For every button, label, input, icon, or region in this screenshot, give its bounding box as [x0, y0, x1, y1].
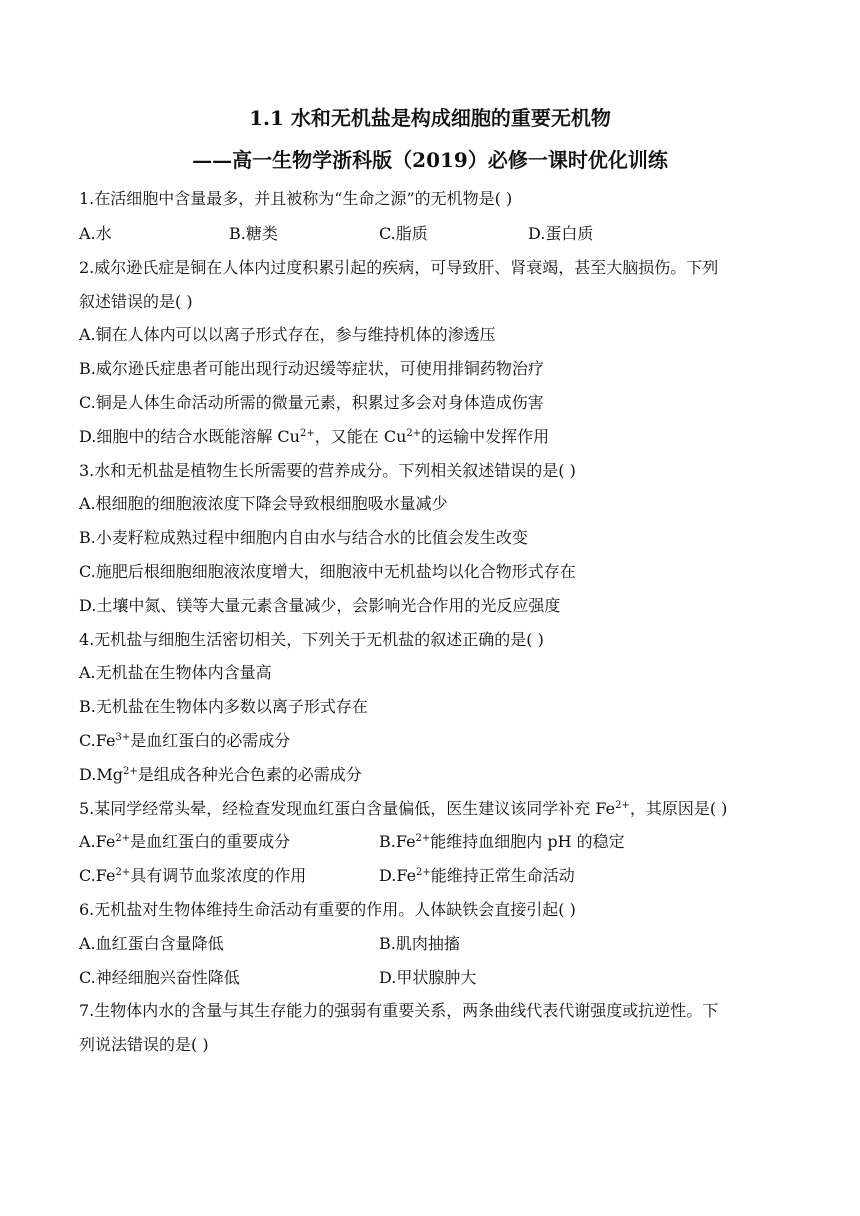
- question-3-option-b: B.小麦籽粒成熟过程中细胞内自由水与结合水的比值会发生改变: [79, 528, 528, 547]
- ion-charge: 2+: [299, 428, 315, 439]
- option-text: D.Fe: [379, 866, 417, 885]
- option-text: D.细胞中的结合水既能溶解 Cu: [79, 427, 300, 446]
- question-4-option-c: [79, 729, 290, 753]
- question-5-option-a: [79, 830, 290, 854]
- question-3-stem: 3.水和无机盐是植物生长所需要的营养成分。下列相关叙述错误的是( ): [79, 461, 576, 480]
- stem-text: 5.某同学经常头晕，经检查发现血红蛋白含量偏低，医生建议该同学补充 Fe: [79, 799, 616, 818]
- stem-text: ，其原因是( ): [629, 799, 728, 818]
- option-text: B.Fe: [379, 832, 416, 851]
- option-text: 能维持血细胞内 pH 的稳定: [430, 832, 625, 851]
- question-7-stem-line-2: 列说法错误的是( ): [79, 1035, 209, 1054]
- question-7-stem-line-1: 7.生物体内水的含量与其生存能力的强弱有重要关系，两条曲线代表代谢强度或抗逆性。下: [79, 1001, 719, 1020]
- question-1-option-c: C.脂质: [379, 224, 428, 243]
- question-2-option-c: C.铜是人体生命活动所需的微量元素，积累过多会对身体造成伤害: [79, 393, 544, 412]
- ion-charge: 2+: [416, 867, 431, 878]
- question-2-option-d: [79, 425, 549, 449]
- document-subtitle: ——高一生物学浙科版（2019）必修一课时优化训练: [192, 148, 668, 172]
- ion-charge: 2+: [122, 766, 138, 777]
- option-text: A.Fe: [79, 832, 116, 851]
- ion-charge: 2+: [115, 833, 131, 844]
- question-4-stem: 4.无机盐与细胞生活密切相关，下列关于无机盐的叙述正确的是( ): [79, 630, 544, 649]
- option-text: 的运输中发挥作用: [421, 427, 550, 446]
- question-6-stem: 6.无机盐对生物体维持生命活动有重要的作用。人体缺铁会直接引起( ): [79, 900, 576, 919]
- option-text: C.Fe: [79, 866, 116, 885]
- question-2-stem-line-1: 2.威尔逊氏症是铜在人体内过度积累引起的疾病，可导致肝、肾衰竭，甚至大脑损伤。下列: [79, 258, 719, 277]
- question-5-option-d: [379, 864, 575, 888]
- option-text: 是组成各种光合色素的必需成分: [137, 765, 362, 784]
- ion-charge: 2+: [615, 800, 630, 811]
- question-1-stem: 1.在活细胞中含量最多，并且被称为“生命之源”的无机物是( ): [79, 189, 513, 208]
- ion-charge: 2+: [406, 428, 422, 439]
- question-4-option-b: B.无机盐在生物体内多数以离子形式存在: [79, 697, 368, 716]
- question-1-option-b: B.糖类: [229, 224, 278, 243]
- ion-charge: 2+: [115, 867, 131, 878]
- question-5-option-c: [79, 864, 306, 888]
- question-3-option-d: D.土壤中氮、镁等大量元素含量减少，会影响光合作用的光反应强度: [79, 596, 561, 615]
- question-6-option-d: D.甲状腺肿大: [379, 968, 477, 987]
- question-3-option-c: C.施肥后根细胞细胞液浓度增大，细胞液中无机盐均以化合物形式存在: [79, 562, 576, 581]
- option-text: 是血红蛋白的重要成分: [130, 832, 291, 851]
- question-1-option-d: D.蛋白质: [528, 224, 594, 243]
- option-text: ，又能在 Cu: [314, 427, 407, 446]
- question-1-option-a: A.水: [79, 224, 112, 243]
- document-title: 1.1 水和无机盐是构成细胞的重要无机物: [249, 106, 611, 130]
- question-2-option-a: A.铜在人体内可以以离子形式存在，参与维持机体的渗透压: [79, 325, 496, 344]
- question-5-stem: [79, 797, 727, 821]
- ion-charge: 3+: [115, 732, 131, 743]
- question-5-option-b: [379, 830, 625, 854]
- option-text: 是血红蛋白的必需成分: [130, 731, 291, 750]
- ion-charge: 2+: [415, 833, 431, 844]
- question-4-option-a: A.无机盐在生物体内含量高: [79, 663, 272, 682]
- question-6-option-c: C.神经细胞兴奋性降低: [79, 968, 240, 987]
- option-text: 能维持正常生命活动: [430, 866, 575, 885]
- question-6-option-b: B.肌肉抽搐: [379, 934, 460, 953]
- option-text: D.Mg: [79, 765, 123, 784]
- question-6-option-a: A.血红蛋白含量降低: [79, 934, 224, 953]
- question-2-option-b: B.威尔逊氏症患者可能出现行动迟缓等症状，可使用排铜药物治疗: [79, 359, 544, 378]
- option-text: 具有调节血浆浓度的作用: [130, 866, 307, 885]
- option-text: C.Fe: [79, 731, 116, 750]
- question-3-option-a: A.根细胞的细胞液浓度下降会导致根细胞吸水量减少: [79, 494, 448, 513]
- question-4-option-d: [79, 763, 362, 787]
- question-2-stem-line-2: 叙述错误的是( ): [79, 292, 193, 311]
